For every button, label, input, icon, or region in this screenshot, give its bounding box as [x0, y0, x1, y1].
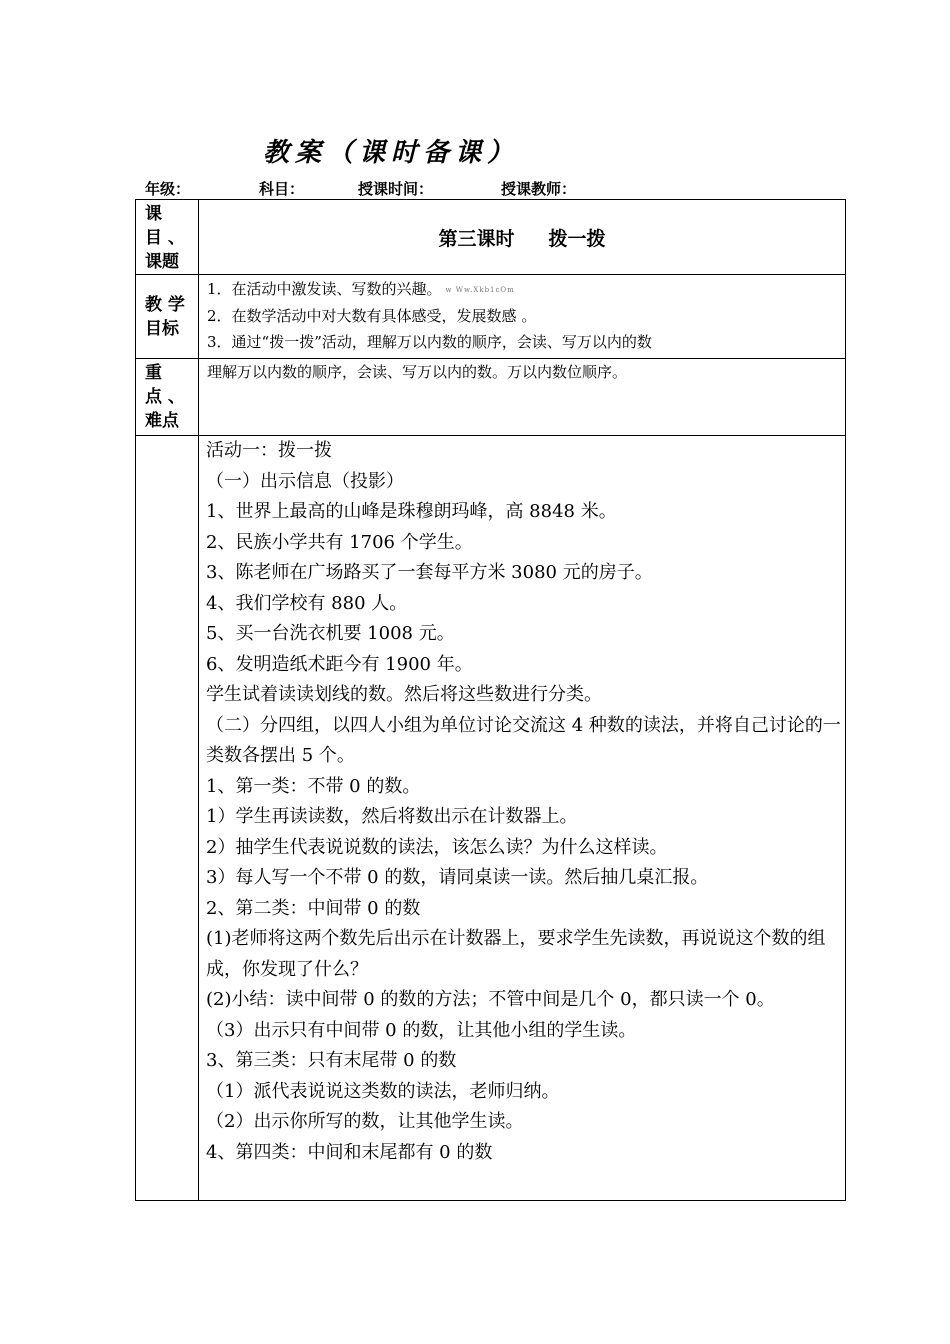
- process-line: 3）每人写一个不带 0 的数，请同桌读一读。然后抽几桌汇报。: [206, 867, 709, 888]
- watermark-text: w Ww.Xkb1cOm: [445, 286, 515, 294]
- process-line: （一）出示信息（投影）: [206, 470, 404, 492]
- focus-label-cell: [136, 359, 199, 436]
- topic-label-line: 目 、: [145, 228, 185, 248]
- process-line: （2）出示你所写的数，让其他学生读。: [206, 1111, 524, 1132]
- lesson-number: 第三课时: [438, 227, 515, 250]
- focus-label-line: 难点: [145, 411, 179, 431]
- document-title: 教案（课时备课）: [263, 138, 520, 168]
- process-cell: [199, 436, 846, 1201]
- process-label-cell: [136, 436, 199, 1201]
- topic-label-cell: [136, 200, 199, 275]
- process-line: 5、买一台洗衣机要 1008 元。: [206, 623, 455, 644]
- lesson-title-cell: [199, 200, 846, 275]
- topic-label-line: 课题: [145, 252, 179, 272]
- process-line: 2）抽学生代表说说数的读法，该怎么读？为什么这样读。: [206, 836, 668, 858]
- time-label: 授课时间：: [358, 180, 434, 198]
- process-line: （3）出示只有中间带 0 的数，让其他小组的学生读。: [206, 1019, 637, 1041]
- goals-label-cell: [136, 275, 199, 359]
- process-line: （1）派代表说说这类数的读法，老师归纳。: [206, 1080, 560, 1102]
- process-row: [136, 436, 846, 1201]
- process-line: 活动一：拨一拨: [206, 440, 332, 461]
- process-line: 3、第三类：只有末尾带 0 的数: [206, 1050, 457, 1071]
- teacher-label: 授课教师：: [501, 180, 577, 198]
- focus-label-line: 重: [145, 363, 162, 383]
- process-line: (2)小结：读中间带 0 的数的方法；不管中间是几个 0，都只读一个 0。: [206, 989, 775, 1010]
- process-line: 学生试着读读划线的数。然后将这些数进行分类。: [206, 684, 602, 705]
- focus-label-line: 点 、: [145, 387, 185, 407]
- goals-row: [136, 275, 846, 359]
- process-line: 2、第二类：中间带 0 的数: [206, 897, 421, 919]
- process-line: 3、陈老师在广场路买了一套每平方米 3080 元的房子。: [206, 562, 653, 583]
- goals-cell: [199, 275, 846, 359]
- goals-label-line: 目标: [145, 319, 179, 339]
- process-line: （二）分四组，以四人小组为单位讨论交流这 4 种数的读法，并将自己讨论的一类数各摆出 5 个。: [206, 714, 841, 766]
- subject-label: 科目：: [259, 180, 305, 198]
- focus-row: [136, 359, 846, 436]
- process-line: 1、第一类：不带 0 的数。: [206, 775, 421, 797]
- lesson-plan-table: [135, 199, 846, 1201]
- lesson-name: 拨一拨: [548, 227, 606, 250]
- process-line: 4、我们学校有 880 人。: [206, 592, 408, 614]
- topic-row: [136, 200, 846, 275]
- goals-label-line: 教 学: [145, 295, 185, 315]
- process-line: 1）学生再读读数，然后将数出示在计数器上。: [206, 806, 578, 827]
- goal-item: 2．在数学活动中对大数有具体感受，发展数感 。: [207, 307, 537, 325]
- grade-label: 年级：: [145, 180, 191, 198]
- process-line: (1)老师将这两个数先后出示在计数器上，要求学生先读数，再说说这个数的组成，你发现了什么？: [206, 928, 826, 980]
- goal-item: 1．在活动中激发读、写数的兴趣。 w Ww.Xkb1cOm: [207, 280, 515, 298]
- topic-label-line: 课: [145, 204, 162, 224]
- focus-cell: 理解万以内数的顺序，会读、写万以内的数。万以内数位顺序。: [199, 359, 846, 436]
- goal-item: 3．通过“拨一拨”活动，理解万以内数的顺序，会读、写万以内的数: [207, 333, 652, 351]
- process-line: 2、民族小学共有 1706 个学生。: [206, 531, 473, 553]
- process-line: 6、发明造纸术距今有 1900 年。: [206, 653, 473, 675]
- process-line: 1、世界上最高的山峰是珠穆朗玛峰，高 8848 米。: [206, 501, 617, 522]
- process-line: 4、第四类：中间和末尾都有 0 的数: [206, 1141, 493, 1163]
